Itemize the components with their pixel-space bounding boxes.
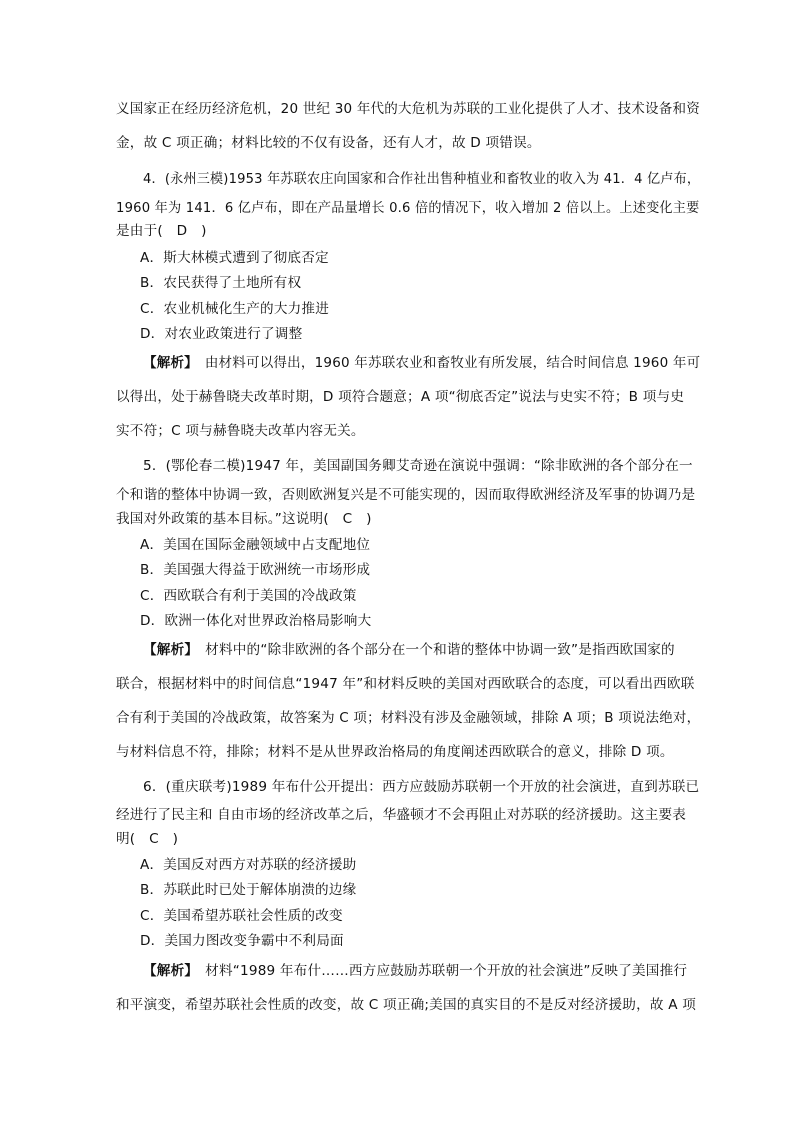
explanation-line: 与材料信息不符，排除；材料不是从世界政治格局的角度阐述西欧联合的意义，排除 D 项。 [116,744,674,760]
option-d: D．对农业政策进行了调整 [140,326,303,342]
explanation-line: 以得出，处于赫鲁晓夫改革时期，D 项符合题意；A 项“彻底否定”说法与史实不符；B 项与史 [116,389,685,405]
option-b: B．苏联此时已处于解体崩溃的边缘 [140,882,357,898]
explanation-text: 材料“1989 年布什……西方应鼓励苏联朝一个开放的社会演进”反映了美国推行 [191,963,688,979]
option-a: A．斯大林模式遭到了彻底否定 [140,250,329,266]
option-b: B．美国强大得益于欧洲统一市场形成 [140,562,371,578]
question-5-stem: 我国对外政策的基本目标。”这说明( C ) [116,511,372,527]
explanation-text: 由材料可以得出，1960 年苏联农业和畜牧业有所发展，结合时间信息 1960 年可 [191,355,701,371]
option-a: A．美国反对西方对苏联的经济援助 [140,857,357,873]
question-4-stem: 4．(永州三模)1953 年苏联农庄向国家和合作社出售种植业和畜牧业的收入为 41．4 亿卢布， [143,171,701,187]
question-5-stem: 个和谐的整体中协调一致，否则欧洲复兴是不可能实现的，因而取得欧洲经济及军事的协调乃是 [116,487,696,503]
option-b: B．农民获得了土地所有权 [140,275,302,291]
explanation-tag: 【解析】 [143,963,192,979]
question-4-stem: 1960 年为 141．6 亿卢布，即在产品量增长 0.6 倍的情况下，收入增加 2 倍以上。上述变化主要 [116,200,700,216]
explanation-line [143,354,700,372]
option-c: C．农业机械化生产的大力推进 [140,301,330,317]
option-c: C．西欧联合有利于美国的冷战政策 [140,588,357,604]
paragraph-line: 义国家正在经历经济危机，20 世纪 30 年代的大危机为苏联的工业化提供了人才、技术设备和资 [116,101,700,117]
explanation-line: 联合，根据材料中的时间信息“1947 年”和材料反映的美国对西欧联合的态度，可以看出西欧联 [116,676,695,692]
explanation-line: 合有利于美国的冷战政策，故答案为 C 项；材料没有涉及金融领域，排除 A 项；B 项说法绝对， [116,710,701,726]
question-6-stem: 明( C ) [116,831,179,847]
option-c: C．美国希望苏联社会性质的改变 [140,908,343,924]
question-6-stem: 6．(重庆联考)1989 年布什公开提出：西方应鼓励苏联朝一个开放的社会演进，直到苏联已 [143,779,700,795]
paragraph-line: 金，故 C 项正确；材料比较的不仅有设备，还有人才，故 D 项错误。 [116,135,541,151]
explanation-line [143,641,675,659]
explanation-line: 和平演变，希望苏联社会性质的改变，故 C 项正确;美国的真实目的不是反对经济援助，故 A 项 [116,997,697,1013]
option-d: D．美国力图改变争霸中不利局面 [140,933,344,949]
option-d: D．欧洲一体化对世界政治格局影响大 [140,613,372,629]
explanation-line: 实不符；C 项与赫鲁晓夫改革内容无关。 [116,423,365,439]
explanation-text: 材料中的“除非欧洲的各个部分在一个和谐的整体中协调一致”是指西欧国家的 [191,642,675,658]
question-4-stem: 是由于( D ) [116,223,207,239]
explanation-tag: 【解析】 [143,642,192,658]
question-5-stem: 5．(鄂伦春二模)1947 年，美国副国务卿艾奇逊在演说中强调：“除非欧洲的各个部分在一 [143,458,693,474]
option-a: A．美国在国际金融领域中占支配地位 [140,537,371,553]
question-6-stem: 经进行了民主和 自由市场的经济改革之后，华盛顿才不会再阻止对苏联的经济援助。这主要表 [116,807,687,823]
explanation-tag: 【解析】 [143,355,192,371]
explanation-line [143,962,687,980]
